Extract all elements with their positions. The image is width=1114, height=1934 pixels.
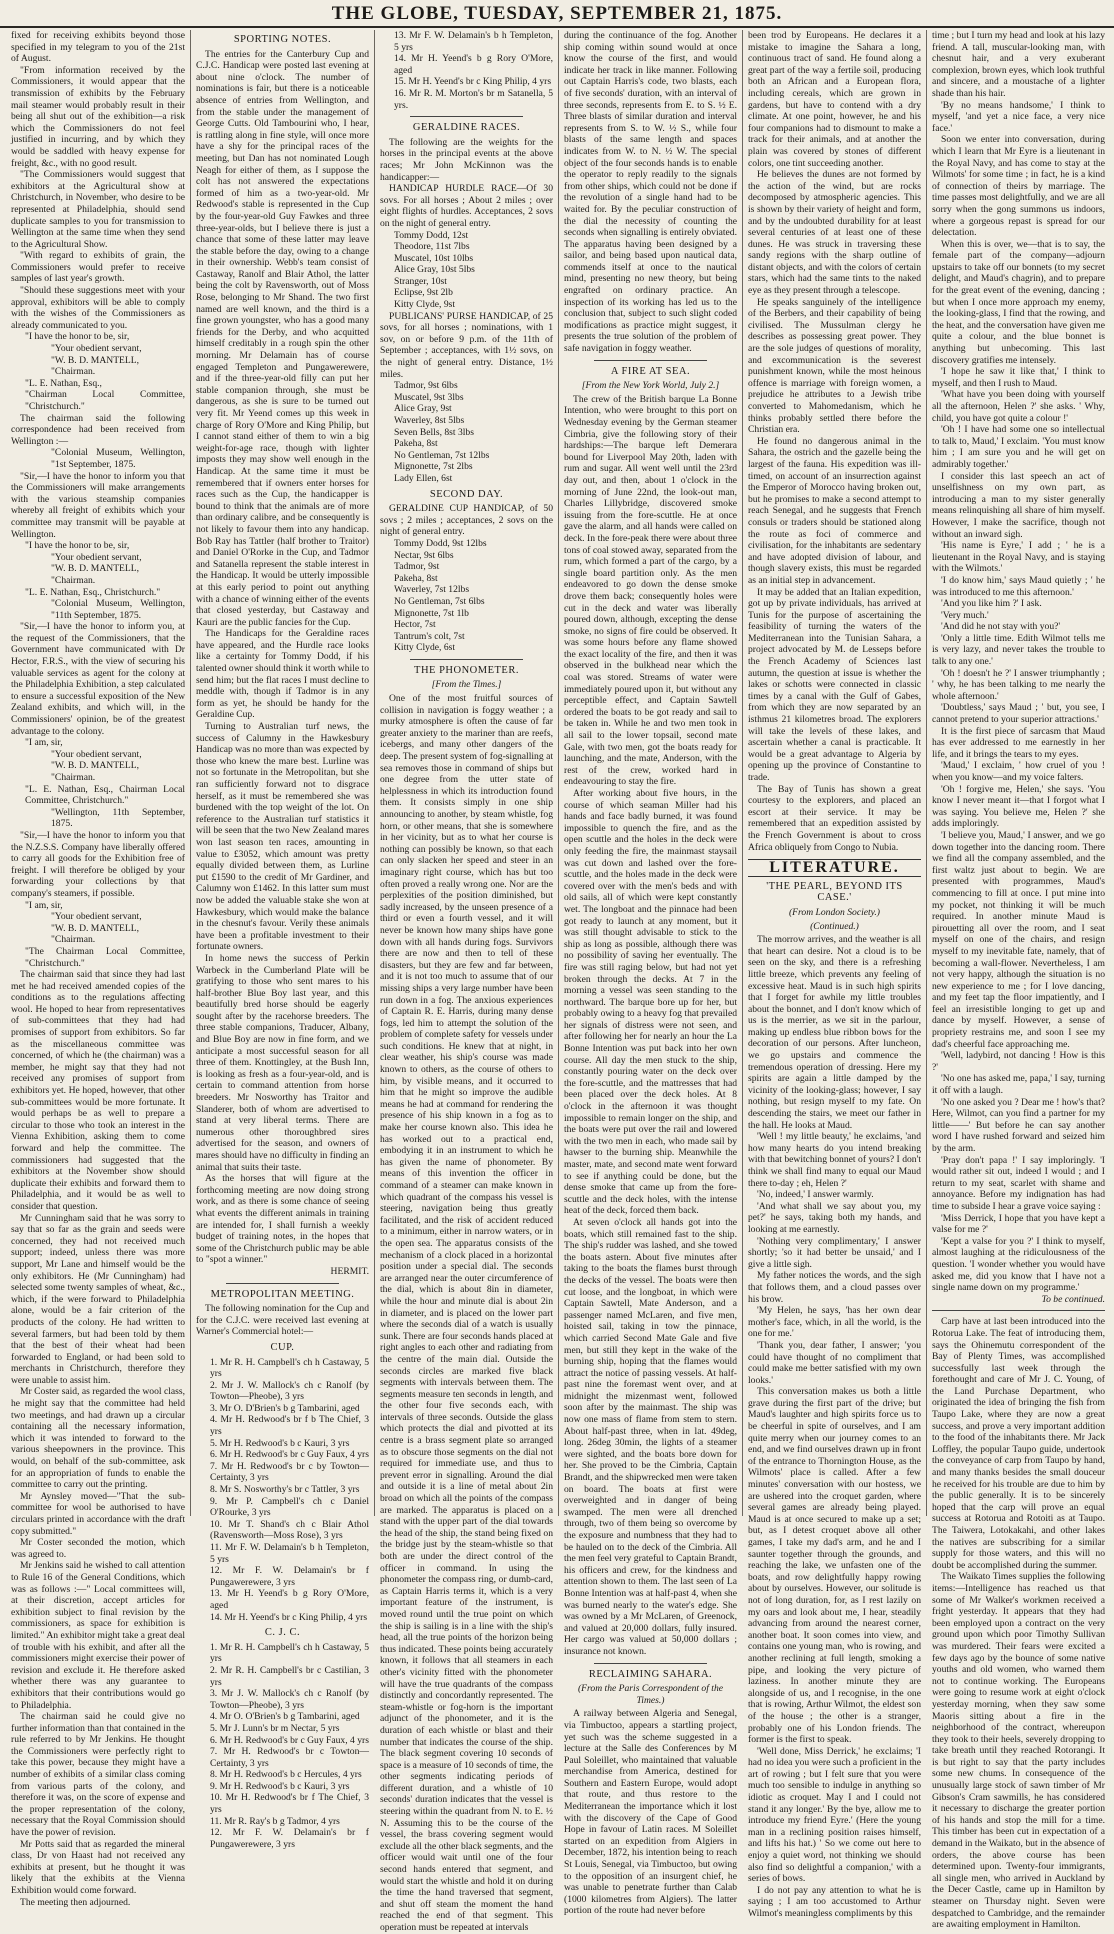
list-item: 14. Mr H. Yeend's b g Rory O'More, aged — [394, 53, 553, 76]
paragraph: The following are the weights for the horses in the principal events at the above races; Mr John McKinnon was the handicapper:— — [380, 136, 553, 183]
column-6 — [926, 30, 1110, 1931]
section-heading-literature: LITERATURE. — [748, 859, 921, 877]
paragraph: 'No one asked you ? Dear me ! how's that? Here, Wilmot, can you find a partner for my little——' But before he can say another word I have rushed forward and seized him by the arm. — [932, 1096, 1105, 1154]
paragraph: Carp have at last been introduced into the Rotorua Lake. The feat of introducing them, says the Ohinemutu correspondent of the Bay of Plenty Times, was accomplished successfully last week through the forethought and care of Mr J. C. Young, of the Land Purchase Department, who originated the idea of bringing the fish from Taupo Lake, where they are now a great success, and prove a very important addition to the food of the inhabitants there. Mr Jack Loffley, the popular Taupo guide, undertook the conveyance of carp from Taupo by hand, and many thanks besides the small douceur he received for his trouble are due to him by the public generally. It is to be sincerely hoped that the carp will prove an equal success at Rotorua and Rotoiti as at Taupo. The Taiwera, Lotokakahi, and other lakes the natives are subscribing for a similar supply for those waters, and this will no doubt be accomplished during the summer. — [932, 1316, 1105, 1571]
list-item: 12. Mr F. W. Delamain's br f Pungawerewere, 3 yrs — [210, 1565, 369, 1588]
list-item: 10. Mr H. Redwood's br f The Chief, 3 yrs — [210, 1792, 369, 1816]
divider — [594, 360, 707, 361]
list-item: 7. Mr H. Redwood's br c Towton—Certainty, 3 yrs — [210, 1746, 369, 1769]
list-item: Mignonette, 7st 2lbs — [394, 461, 473, 473]
column-4 — [558, 30, 742, 1917]
list-item: 9. Mr P. Campbell's ch c Daniel O'Rourke, 3 yrs — [210, 1495, 369, 1519]
list-item: Kitty Clyde, 9st — [394, 299, 456, 311]
paragraph: Mr Potts said that as regarded the mineral class, Dr von Haast had not received any exhibits at present, but he thought it was likely that the exhibits at the Vienna Exhibition would come forward. — [11, 1838, 185, 1896]
divider — [410, 116, 523, 117]
story-title: 'THE PEARL, BEYOND ITS CASE.' — [766, 880, 903, 904]
paragraph: 'By no means handsome,' I think to myself, 'and yet a nice face, a very nice face.' — [932, 99, 1105, 134]
source-line: (From London Society.) — [788, 906, 881, 918]
list-item: Stranger, 10st — [394, 275, 447, 287]
list-item: 11. Mr F. W. Delamain's b h Templeton, 5 yrs — [210, 1542, 369, 1565]
source-line: [From the Times.] — [431, 679, 502, 691]
paragraph: Mr Coster seconded the motion, which was agreed to. — [11, 1537, 185, 1560]
paragraph: "From information received by the Commissioners, it would appear that the transmission of exhibits by the February mail steamer would probably result in their being all shut out of the exhibition—a risk which the Commissioners do not feel justified in incurring, and by which they would be saddled with heavy expense for freight, &c., with no good result. — [11, 64, 185, 169]
list-item: 8. Mr S. Nosworthy's br c Tattler, 3 yrs — [210, 1484, 360, 1496]
list-item: 7. Mr H. Redwood's br c by Towton—Certainty, 3 yrs — [210, 1460, 369, 1484]
signature-line: "Your obedient servant, — [51, 343, 142, 355]
list-item: Eclipse, 9st 2lb — [394, 287, 453, 299]
list-item: Nectar, 9st 6lbs — [394, 549, 454, 561]
section-heading: GERALDINE RACES. — [412, 122, 521, 134]
paragraph: Mr Cunningham said that he was sorry to say that so far as the grain and seeds were concerned, they had not received much support; indeed, unless there was more support, Mr Lane and himself would be the only exhibitors. He (Mr Cunningham) had selected some twenty samples of wheat, &c., which, if the were forward to Philadelphia alone, would be a fair criterion of the products of the colony. He had written to several farmers, but had been told by them that the best of their wheat had been forwarded to England, or had been sold to merchants in Christchurch, therefore they were unable to assist him. — [11, 1212, 185, 1386]
paragraph: 'Miss Derrick, I hope that you have kept a valse for me ?' — [932, 1212, 1105, 1236]
paragraph: The chairman said he could give no further information than that contained in the rule referred to by Mr Jenkins. He thought the Commissioners were perfectly right to take this power, because they might have a number of exhibits of a similar class coming from various parts of the colony, and therefore it was, on the score of expense and the proper representation of the colony, necessary that the Royal Commission should have the power of revision. — [11, 1711, 185, 1839]
list-item: 1. Mr R. H. Campbell's ch h Castaway, 5 yrs — [210, 1641, 369, 1665]
list-item: 2. Mr R. H. Campbell's br c Castilian, 3 yrs — [210, 1664, 369, 1688]
list-item: 6. Mr H. Redwood's br c Guy Faux, 4 yrs — [210, 1734, 369, 1746]
paragraph: 'Maud,' I exclaim, ' how cruel of you ! when you know—and my voice falters. — [932, 760, 1105, 783]
address-line: "Chairman Local Committee, "Christchurch." — [25, 389, 185, 412]
divider — [410, 659, 523, 660]
paragraph: As the horses that will figure at the forthcoming meeting are now doing strong work, and as there is some chance of seeing what events the different animals in training are intended for, I shall furnish a weekly budget of training notes, in the hopes that some of the Christchurch public may be able to "spot a winner." — [196, 1173, 369, 1266]
list-item: Alice Gray, 9st — [394, 403, 452, 415]
paragraph: 'Doubtless,' says Maud ; ' but, you see, I cannot pretend to your superior attractions.' — [932, 702, 1105, 726]
signature-line: "Your obedient servant, — [51, 551, 142, 563]
section-heading: A FIRE AT SEA. — [610, 365, 691, 377]
divider — [226, 1283, 339, 1284]
paragraph: My father notices the words, and the sigh that follows them, and a cloud passes over his brow. — [748, 1270, 921, 1305]
list-item: Pakeha, 8st — [394, 572, 438, 584]
paragraph: The chairman said the following correspondence had been received from Wellington :— — [11, 412, 185, 447]
paragraph: fixed for receiving exhibits beyond those specified in my telegram to you of the 21st of August. — [11, 30, 185, 65]
paragraph: Mr Jenkins said he wished to call attention to Rule 16 of the General Conditions, which was as follows :—" Local committees will, at their discretion, accept articles for exhibition subject to final revision by the commissioners, as space for exhibition is limited." An exhibitor might take a great deal of trouble with his exhibit, and after all the commissioners might exercise their power of revision and exclude it. He therefore asked whether there was any guarantee to exhibitors that their contributions would go to Philadelphia. — [11, 1560, 185, 1711]
source-line: [From the New York World, July 2.] — [581, 380, 720, 392]
list-item: 2. Mr J. W. Mallock's ch c Ranolf (by Towton—Pheobe), 3 yrs — [210, 1379, 369, 1403]
paragraph: 'My Helen, he says, 'has her own dear mother's face, which, in all the world, is the one for me.' — [748, 1305, 921, 1340]
paragraph: 'Pray don't papa !' I say imploringly. 'I would rather sit out, indeed I would ; and I return to my seat, scarlet with shame and annoyance. Before my indignation has had time to subside I hear a grave voice saying : — [932, 1154, 1105, 1212]
signature-line: "Chairman. — [51, 934, 96, 946]
paragraph: He found no dangerous animal in the Sahara, the ostrich and the gazelle being the largest of the fauna. His expedition was ill-timed, on account of an insurrection against the Emperor of Morocco having broken out, but he promises to make a second attempt to reach Senegal, and he suggests that French consuls or traders should be stationed along the route as foci of commerce and civilisation, for the inhabitants are sedentary and have adopted division of labour, and though slavery exists, this must be regarded as an initial step in advancement. — [748, 435, 921, 586]
paragraph: 'Well ! my little beauty,' he exclaims, 'and how many hearts do you intend breaking with that bewitching bonnet of yours? I don't think we shall find many to equal our Maud there to-day ; eh, Helen ?' — [748, 1131, 921, 1189]
list-item: 9. Mr H. Redwood's b c Kauri, 3 yrs — [210, 1780, 350, 1792]
masthead-title: THE GLOBE, TUESDAY, SEPTEMBER 21, 1875. — [331, 3, 783, 24]
list-item: Alice Gray, 10st 5lbs — [394, 264, 475, 276]
list-item: Seven Bells, 8st 3lbs — [394, 426, 474, 438]
list-item: 6. Mr H. Redwood's br c Guy Faux, 4 yrs — [210, 1449, 369, 1461]
paragraph: "Sir,—I have the honor to inform you that the N.Z.S.S. Company have liberally offered to carry all goods for the Exhibition free of freight. I will therefore be obliged by your forwarding your collections by that company's steamers, if possible. — [11, 829, 185, 899]
paragraph: PUBLICANS' PURSE HANDICAP, of 25 sovs, for all horses ; nominations, with 1 sov, on or before 9 p.m. of the 11th of September ; acceptances, with 1½ sovs, on the night of general entry. Distance, 1½ miles. — [380, 310, 553, 380]
divider — [594, 1663, 707, 1664]
paragraph: The chairman said that since they had last met he had received amended copies of the conditions as to the regulations affecting wool. He hoped to hear from representatives of sub-committees that they had had promises of support from exhibitors. So far as the miscellaneous committee was concerned, of which he (the chairman) was a member, he might say that they had not received any promises of support from exhibitors yet. He hoped, however, that other sub-committees would be more fortunate. It would perhaps be as well to prepare a circular to those who took an interest in the Vienna Exhibition, asking them to come forward and help the committee. The commissioners had suggested that the exhibitors at the November show should duplicate their exhibits and forward them to Philadelphia, and it would be as well to consider that question. — [11, 969, 185, 1212]
paragraph: One of the most fruitful sources of collision in navigation is foggy weather ; a murky atmosphere is often the cause of far greater anxiety to the mariner than are reefs, icebergs, and many other dangers of the deep. The present system of fog-signalling at sea removes those in command of ships but one degree from the utter state of helplessness in which its introduction found them. It consists simply in one ship announcing to another, by steam whistle, fog horn, or other means, that she is somewhere in her vicinity, but as to what her course is nothing can possibly be known, so that each can only slacken her speed and steer in an imaginary right course, which has but too often proved a really wrong one. Nor are the perplexities of the position diminished, but sadly increased, by the unseen presence of a third or even a fourth vessel, and it will never be known how many ships have gone down with all hands during fogs. Survivors there are now and then to tell of these disasters, but they are few and far between, and it is not too much to assume that of our missing ships a very large number have been run down in a fog. The anxious experiences of Captain R. E. Harris, during many dense fogs, led him to attempt the solution of the problem of complete safety for vessels under such conditions. He knew that at night, in clear weather, his ship's course was made known to others, as the course of others to him, by visible means, and it occurred to him that he might so improve the audible means he had at command for rendering the presence of his ship known in a fog as to make her course known also. This idea he has worked out to a practical end, embodying it in an instrument to which he has given the name of phonometer. By means of this invention the officer in command of a steamer can make known in which quadrant of the compass his vessel is steering, navigation being thus greatly facilitated, and the risk of accident reduced to a minimum, either in narrow waters, or in the open sea. The apparatus consists of the mechanism of a clock placed in a horizontal position under a special dial. The seconds are arranged near the outer circumference of the dial, which is about 8in in diameter, while the hour and minute dial is about 2in in diameter, and is placed on the lower part where the seconds dial of a watch is usually sunk. There are four seconds hands placed at right angles to each other and radiating from the centre of the main dial. Outside the seconds circles are marked five black segments with intervals between them. The segments measure ten seconds in length, and the other four five seconds each, with intervals of three seconds. Outside the glass which protects the dial and pivotted at its centre is a brass segment plate so arranged as to obscure those segments on the dial not required for immediate use, and thus to prevent error in signalling. Around the dial and outside it is a line of metal about 2in broad on which all the points of the compass are marked. The apparatus is placed on a stand with the upper part of the dial towards the head of the ship, the stand being fixed on the bridge just by the steam-whistle so that both are under the direct control of the officer in command. In using the phonometer the compass ring, or dumb-card, as Captain Harris terms it, which is a very important feature of the instrument, is moved round until the true point on which the ship is sailing is in a line with the ship's head, all the true points of the horizon being thus indicated. These points being accurately known, it follows that all steamers in each other's vicinity fitted with the phonometer will have the true quadrants of the compass distinctly and concordantly represented. The steam-whistle or fog-horn is the important adjunct of the phonometer, and it is the duration of each whistle or blast and their number that indicates the course of the ship. The black segment covering 10 seconds of space is a measure of 10 seconds of time, the other segments indicating periods of different duration, and a whistle of 10 seconds' duration indicates that the vessel is steering within the quadrant from N. to E. ½ N. Assuming this to be the course of the vessel, the brass covering segment would exclude all the other black segments, and the officer would wait until one of the four second hands entered that segment, and would start the whistle and hold it on during the time the hand traversed that segment, and shut off steam the moment the hand reached the end of that segment. This operation must be repeated at intervals — [380, 693, 553, 1933]
list-item: No Gentleman, 7st 12lbs — [394, 449, 490, 461]
list-item: Waverley, 8st 5lbs — [394, 415, 465, 426]
paragraph: 'Well done, Miss Derrick,' he exclaims; 'I had no idea you were such a proficient in the art of rowing ; but I felt sure that you were much too sensible to indulge in anything so idiotic as croquet. May I and I could not stand it any longer.' By the bye, allow me to introduce my friend Eyre.' (Here the young man in a reclining position raises himself, and lifts his hat.) ' So we come out here to enjoy a quiet word, not thinking we should also find so delightful a companion,' with a series of bows. — [748, 1745, 921, 1885]
list-item: 12. Mr F. W. Delamain's br f Pungawerewere, 3 yrs — [210, 1827, 369, 1850]
paragraph: 'And did he not stay with you?' — [941, 621, 1061, 633]
paragraph: I consider this last speech an act of unselfishness on my own part, as introducing a man to my sister generally means relinquishing all share of him myself. However, I make the sacrifice, though not without an inward sigh. — [932, 470, 1105, 540]
paragraph: 'I believe you, Maud,' I answer, and we go down together into the dancing room. There we find all the company assembled, and the first waltz just about to begin. We are presented with programmes, Maud's commencing to fill at once. I put mine into my pocket, not thinking it will be much required. In another minute Maud is pirouetting all over the room, and I seat myself on one of the chairs, and resign myself to my inevitable fate, namely, that of becoming a wall-flower. Nevertheless, I am not very happy, although the situation is no new experience to me ; for I love dancing, and my feet tap the floor impatiently, and I feel an irresistible longing to get up and dance by myself. However, a sense of propriety restrains me, and soon I see my dad's cheerful face approaching me. — [932, 829, 1105, 1050]
list-item: 4. Mr H. Redwood's br f b The Chief, 3 yrs — [210, 1414, 369, 1438]
paragraph: 'His name is Eyre,' I add ; ' he is a lieutenant in the Royal Navy, and is staying with the Wilmots.' — [932, 540, 1105, 575]
paragraph: 'Only a little time. Edith Wilmot tells me is very lazy, and never takes the trouble to talk to any one.' — [932, 632, 1105, 668]
paragraph: 'What have you been doing with yourself all the afternoon, Helen ?' she asks. ' Why, child, you have got quite a colour !' — [932, 389, 1105, 424]
signature-line: "Chairman. — [51, 366, 96, 378]
signature-line: "W. B. D. MANTELL, — [51, 760, 140, 772]
list-item: Kitty Clyde, 6st — [394, 642, 456, 654]
paragraph: The crew of the British barque La Bonne Intention, who were brought to this port on Wednesday evening by the German steamer Cimbria, give the following story of their hardships:—The barque left Demerara bound for Liverpool May 20th, laden with rum and sugar. All went well until the 23rd day out, and then, about 1 o'clock in the morning of June 22nd, the look-out man, Charles Lillybridge, discovered smoke issuing from the fore-scuttle. He at once gave the alarm, and all hands were called on deck. In the fore-peak there were about three tons of coal stowed away, separated from the rum, which formed a part of the cargo, by a single board partition only. As the men endeavored to go down the dense smoke drove them back; consequently holes were cut in the deck and water was liberally poured down, although, excepting the dense smoke, no signs of fire could be observed. It was some hours before any flame showed the exact locality of the fire, and then it was observed in the bulkhead near which the coal was stored. Streams of water were immediately poured upon it, but without any perceptible effect, and Captain Sawtell ordered the boats to be got ready and sail to be taken in. While he and two men took in all sail to the lower topsail, second mate Gale, with two men, got the boats ready for launching, and the mate, Anderson, with the rest of the crew, worked hard in endeavouring to stay the fire. — [564, 393, 737, 788]
signature-line: "Chairman. — [51, 574, 96, 586]
signature-line: "Your obedient servant, — [51, 748, 142, 760]
list-item: Muscatel, 9st 3lbs — [394, 391, 464, 403]
list-item: 8. Mr H. Redwood's b c Hercules, 4 yrs — [210, 1769, 362, 1781]
signature-line: "Chairman. — [51, 772, 96, 783]
paragraph: It is the first piece of sarcasm that Maud has ever addressed to me earnestly in her life, and it brings the tears to my eyes. — [932, 725, 1105, 760]
continued-label: (Continued.) — [810, 920, 859, 932]
list-item: No Gentleman, 7st 6lbs — [394, 595, 485, 607]
list-item: 16. Mr R. M. Morton's br m Satanella, 5 yrs. — [394, 87, 553, 111]
paragraph: "With regard to exhibits of grain, the Commissioners would prefer to receive samples of last year's growth. — [11, 250, 185, 285]
list-item: 13. Mr H. Yeend's b g Rory O'More, aged — [210, 1588, 369, 1611]
paragraph: 'No one has asked me, papa,' I say, turning it off with a laugh. — [932, 1073, 1105, 1097]
list-item: Waverley, 7st 12lbs — [394, 584, 470, 596]
section-heading: RECLAIMING SAHARA. — [588, 1668, 713, 1680]
dateline: "Colonial Museum, Wellington, "11th September, 1875. — [51, 598, 185, 621]
columns — [6, 30, 1110, 1933]
paragraph: A railway between Algeria and Senegal, via Timbuctoo, appears a startling project, yet such was the scheme suggested in a lecture at the Salle des Conferences by M Paul Soleillet, who maintained that valuable merchandise from America, destined for Southern and Eastern Europe, would adopt that route, and thus restore to the Mediterranean the importance which it lost with the discovery of the Cape of Good Hope in favour of Latin races. M Soleillet started on an expedition from Algiers in December, 1872, his intention being to reach St Louis, Senegal, via Timbuctoo, but owing to the opposition of an insurgent chief, he was unable to penetrate further than Calab (1000 kilometres from Algiers). The latter portion of the route had never before — [564, 1708, 737, 1917]
paragraph: He believes the dunes are not formed by the action of the wind, but are rocks decomposed by atmospheric agencies. This is shown by their variety of height and form, and by the undoubted durability for at least several centuries of at least one of these dunes. He was struck in traversing these sandy regions with the sharp outline of distant objects, and with the colors of certain stars, which had the same tints to the naked eye as they present through a telescope. — [748, 169, 921, 297]
paragraph: "Should these suggestions meet with your approval, exhibitors will be able to comply with the wishes of the Commissioners as already communicated to you. — [11, 285, 185, 331]
divider — [932, 1310, 1105, 1311]
author-signature: HERMIT. — [330, 1265, 369, 1277]
paragraph: The following nomination for the Cup and for the C.J.C. were received last evening at Warner's Commercial hotel:— — [196, 1303, 369, 1338]
list-item: 3. Mr J. W. Mallock's ch c Ranolf (by Towton—Pheobe), 3 yrs — [210, 1688, 369, 1711]
paragraph: "The Commissioners would suggest that exhibitors at the Agricultural show at Christchurch, in November, who desire to be represented at Philadelphia, should send duplicate samples to you for transmission to Wellington at the same time when they send to the Agricultural Show. — [11, 169, 185, 250]
address-line: "L. E. Nathan, Esq., Chairman Local Committee, Christchurch." — [25, 783, 185, 807]
signature-line: "W. B. D. MANTELL, — [51, 922, 140, 934]
paragraph: HANDICAP HURDLE RACE—Of 30 sovs. For all horses ; About 2 miles ; over eight flights of hurdles. Acceptances, 2 sovs on the night of general entry. — [380, 183, 553, 229]
column-1 — [6, 30, 190, 1908]
paragraph: It may be added that an Italian expedition, got up by private individuals, has arrived at Tunis for the purpose of ascertaining the feasibility of turning the waters of the Mediterranean into the Tunisian Sahara, a project advocated by M. de Lesseps before the French Academy of Sciences last autumn, the question at issue is whether the lakes or schotts were connected in classic times by a canal with the Gulf of Gabes, from which they are now separated by an isthmus 21 kilometres broad. The explorers will take the levels of these lakes, and ascertain whether a canal is practicable. It would be a great advantage to Algeria by opening up the province of Constantine to trade. — [748, 586, 921, 783]
list-item: 14. Mr H. Yeend's br c King Philip, 4 yrs — [210, 1611, 368, 1623]
list-item: Mignonette, 7st 1lb — [394, 607, 469, 619]
list-item: Tadmor, 9st — [394, 561, 440, 573]
paragraph: 'Kept a valse for you ?' I think to myself, almost laughing at the ridiculousness of the question. 'I wonder whether you would have asked me, did you know that I have not a single name down on my programme.' — [932, 1235, 1105, 1294]
list-item: Hector, 7st — [394, 619, 436, 631]
signature-line: "W. B. D. MANTELL, — [51, 563, 140, 575]
list-item: 5. Mr J. Lunn's br m Nectar, 5 yrs — [210, 1722, 340, 1734]
paragraph: 'And what shall we say about you, my pet?' he says, taking both my hands, and looking at me earnestly. — [748, 1200, 921, 1235]
section-heading: SPORTING NOTES. — [233, 34, 332, 45]
list-item: 10. Mr T. Shand's ch c Blair Athol (Ravensworth—Moss Rose), 3 yrs — [210, 1518, 369, 1542]
column-3 — [374, 30, 558, 1933]
paragraph: "I am, sir, — [25, 899, 63, 911]
paragraph: The entries for the Canterbury Cup and C.J.C. Handicap were posted last evening at about nine o'clock. The number of nominations is fair, but there is a noticeable absence of entries from Wellington, and from the stable under the management of George Cutts. Old Tambourini who, I hear, is rattling along in fine style, will once more have a shy for the principal races of the meeting, but Dan has not nominated Lough Neagh for either of them, as I suppose the colt has not answered the expectations formed of him as a two-year-old. Mr Redwood's stable is represented in the Cup by the four-year-old Guy Fawkes and three three-year-olds, but I believe there is just a chance that some of these latter may leave the stable before the day, owing to a change in their ownership. Webb's team consist of Castaway, Ranolf and Blair Athol, the latter being the colt by Ravensworth, out of Moss Rose, belonging to Mr Shand. The two first named are well known, and the third is a fine grown youngster, who has a good many friends for the Derby, and who acquitted himself creditably in a rough spin the other morning. Mr Delamain has of course engaged Templeton and Pungawerewere, and if the three-year-old filly can put her stable companion through, she must be dangerous, as she is sure to be turned out very fit. Mr Yeend comes up this week in charge of Rory O'More and King Philip, but I cannot stand either of them to win a big weight-for-age race, though with lighter imposts they may show well enough in the Handicap. At the same time it must be remembered that if owners enter horses for races such as the Cup, the handicapper is bound to think that the animals are of more than ordinary calibre, and be consequently is not likely to favour them into any handicap. Bob Ray has Tattler (half brother to Traitor) and Daniel O'Rorke in the Cup, and Tadmor and Satanella represent the stable interest in the Handicap. It would be utterly impossible at this early period to point out anything with a chance of winning either of the events that closed yesterday, but Castaway and Kauri are the public fancies for the Cup. — [196, 48, 369, 628]
column-2 — [190, 30, 374, 1850]
signature-line: "W. B. D. MANTELL, — [51, 354, 140, 366]
paragraph: 'I do know him,' says Maud quietly ; ' he was introduced to me this afternoon.' — [932, 574, 1105, 598]
list-item: Tommy Dodd, 12st — [394, 229, 469, 241]
paragraph: The meeting then adjourned. — [20, 1896, 131, 1908]
paragraph: 'Oh ! forgive me, Helen,' she says. 'You know I never meant it—that I forgot what I was saying. You believe me, Helen ?' she adds imploringly. — [932, 783, 1105, 830]
paragraph: I do not pay any attention to what he is saying ; I am too accustomed to Arthur Wilmot's meaningless compliments by this — [748, 1884, 921, 1919]
paragraph: 'Very much.' — [941, 609, 989, 621]
source-line: (From the Paris Correspondent of the Times.) — [577, 1683, 724, 1706]
paragraph: 'Oh ! doesn't he ?' I answer triumphantly ; ' why, he has been talking to me nearly the whole afternoon.' — [932, 667, 1105, 702]
to-be-continued-label: To be continued. — [1041, 1293, 1105, 1305]
paragraph: After working about five hours, in the course of which seaman Miller had his hands and face badly burned, it was found impossible to quench the fire, and as the open scuttle and the holes in the deck were only feeding the fire, the mainmast staysail was cut down and lashed over the fore-scuttle, and the holes made in the deck were covered over with the men's beds and with old sails, all of which were kept constantly wet. The longboat and the pinnace had been got ready to launch at any moment, but it was still thought advisable to stick to the ship as long as possible, although there was no possibility of saving her eventually. The fire was still raging below, but had not yet broken through the decks. At 7 in the morning a vessel was seen standing to the northward. The barque bore up for her, but probably owing to a heavy fog that prevailed her signals of distress were not seen, and after following her for nearly an hour the La Bonne Intention was put back into her own course. All day the men stuck to the ship, constantly pouring water on the deck over the fore-scuttle, and the mattresses that had been placed over the deck holes. At 8 o'clock in the afternoon it was thought impossible to remain longer on the ship, and the boats were put over the rail and lowered with the two men in each, who made sail by hawser to the burning ship. Meanwhile the master, mate, and second mate went forward to see if anything could be done, but the dense smoke that came up from the fore-scuttle and the deck holes, with the intense heat of the deck, forced them back. — [564, 788, 737, 1217]
signature-line: "Your obedient servant, — [51, 911, 142, 923]
paragraph: He speaks sanguinely of the intelligence of the Berbers, and their capability of being civilised. The Mussulman clergy he describes as possessing great power. They are the sole judges of questions of morality, and excommunication is the severest punishment known, while the most heinous offence is marriage with foreign women, a prejudice he attributes to a Jewish tribe converted to Mahomedanism, which he thinks probably settled there before the Christian era. — [748, 296, 921, 436]
paragraph: The morrow arrives, and the weather is all that heart can desire. Not a cloud is to be seen on the sky, and there is a refreshing little breeze, which prevents any feeling of excessive heat. Maud is in such high spirits that I forget for awhile my little troubles about the bonnet, and I don't know which of us is the merrier, as we sit in the parlour, making up endless blue ribbon bows for the decoration of our persons. After luncheon, we go upstairs and commence the tremendous operation of dressing. Here my spirits are again a little damped by the vicinity of the looking-glass; however, I say nothing, but resign myself to my fate. On descending the stairs, we meet our father in the hall. He looks at Maud. — [748, 934, 921, 1131]
address-line: "L. E. Nathan, Esq., Christchurch." — [25, 586, 161, 598]
list-item: Tadmor, 9st 6lbs — [394, 380, 458, 392]
section-heading: THE PHONOMETER. — [414, 664, 519, 676]
paragraph: "Sir,—I have the honor to inform you, at the request of the Commissioners, that the Government have communicated with Dr Hector, F.R.S., with the view of securing his valuable services as agent for the colony at the Philadelphia Exhibition, a step calculated to ensure a successful exposition of the New Zealand exhibits, and which will, in the Commissioners' opinion, be of the greatest advantage to the colony. — [11, 621, 185, 737]
sub-heading: SECOND DAY. — [429, 488, 504, 500]
list-item: 3. Mr O. D'Brien's b g Tambarini, aged — [210, 1402, 360, 1414]
paragraph: "I have the honor to be, sir, — [25, 331, 130, 343]
paragraph: 'Well, ladybird, not dancing ! How is this ?' — [932, 1050, 1105, 1073]
paragraph: "Sir,—I have the honor to inform you that the Commissioners will make arrangements with the various steamship companies whereby all freight of exhibits which your committee may transmit will be payable at Wellington. — [11, 470, 185, 540]
list-item: Theodore, 11st 7lbs — [394, 241, 470, 253]
address-line: "The Chairman Local Committee, "Christchurch." — [25, 945, 185, 969]
sub-heading: CUP. — [270, 1341, 295, 1353]
dateline: "Colonial Museum, Wellington, "1st September, 1875. — [51, 447, 185, 470]
list-item: 13. Mr F. W. Delamain's b h Templeton, 5 yrs — [394, 30, 553, 53]
paragraph: This conversation makes us both a little grave during the first part of the drive; but Maud's laughter and high spirits force us to be cheerful in spite of ourselves, and I am quite merry when our journey comes to an end, and we find ourselves drawn up in front of the entrance to Thornington House, as the Wilmots' place is called. After a few minutes' conversation with our hostess, we are ushered into the croquet garden, where several games are already being played. Maud is at once secured to make up a set; but, as I detest croquet above all other games, I take my dad's arm, and he and I saunter together through the grounds, and reaching the lake, we unfasten one of the boats, and row delightfully happy rowing about by ourselves. However, our solitude is not of long duration, for, as I rest lazily on my oars and look about me, I hear, steadily advancing from around the nearest corner, another boat. It soon comes into view, and contains one young man, who is rowing, and another reclining at full length, smoking a pipe, and looking the very picture of laziness. In another minute they are alongside of us, and I recognise, in the one that is rowing, Arthur Wilmot, the eldest son of the house ; the other is a stranger, probably one of his London friends. The former is the first to speak. — [748, 1386, 921, 1746]
paragraph: The Waikato Times supplies the following items:—Intelligence has reached us that some of Mr Walker's workmen received a fright yesterday. It appears that they had been employed upon a contract on the very ground upon which poor Timothy Sullivan was murdered. Their fears were excited a few days ago by the bounce of some native youths and old women, who warned them not to continue working. The Europeans were going to resume work at eight o'clock yesterday morning, when they saw some Maoris sitting about a fire in the neighborhood of the contract, whereupon they took to their heels, severely dropping to take breath until they reached Rotorangi. It is but right to say that the party includes some new chums. In consequence of the unusually large stock of sawn timber of Mr Gibson's Cram sawmills, he has considered it necessary to discharge the greater portion of his hands and stop the mill for a time. This timber has been cut in expectation of a demand in the Waikato, but in the absence of orders, the above course has been determined upon. Twenty-four immigrants, all single men, who arrived in Auckland by the Decer Castle, came up in Hamilton by steamer on Thursday night. Seven were despatched to Cambridge, and the remainder are awaiting employment in Hamilton. — [932, 1571, 1105, 1931]
paragraph: The Handicaps for the Geraldine races have appeared, and the Hurdle race looks like a certainty for Tommy Dodd, if his talented owner should think it worth while to send him; but the flat races I must decline to meddle with, though if Tadmor is in any form as yet, he should be handy for the Geraldine Cup. — [196, 628, 369, 721]
paragraph: time ; but I turn my head and look at his lazy friend. A tall, muscular-looking man, with chesnut hair, and a very exuberant complexion, brown eyes, which look truthful and sincere, and a moustache of a lighter shade than his hair. — [932, 30, 1105, 99]
paragraph: 'Nothing very complimentary,' I answer shortly; 'so it had better be unsaid,' and I give a little sigh. — [748, 1235, 921, 1270]
list-item: 15. Mr H. Yeend's br c King Philip, 4 yrs — [394, 76, 552, 88]
paragraph: 'No, indeed,' I answer warmly. — [757, 1189, 874, 1201]
paragraph: In home news the success of Perkin Warbeck in the Cumberland Plate will be gratifying to those who sent mares to his half-brother Blue Boy last year, and this beautifully bred horse should be eagerly sought after by the racehorse breeders. The three stable companions, Traducer, Albany, and Blue Boy are now in fine form, and we anticipate a most successful season for all three of them. Knottingley, at the Bush Inn, is looking as fresh as a four-year-old, and is certain to command attention from horse breeders. Mr Nosworthy has Traitor and Slanderer, both of whom are advertised to stand at very liberal terms. There are numerous other thoroughbred sires advertised for the season, and owners of mares should have no difficulty in finding an animal that suits their taste. — [196, 952, 369, 1173]
address-line: "L. E. Nathan, Esq., — [25, 377, 102, 389]
paragraph: Turning to Australian turf news, the success of Calumny in the Hawkesbury Handicap was no more than was expected by those who knew the mare best. Lurline was not so fortunate in the Metropolitan, but she ran sufficiently forward not to disgrace herself, as it must be remembered she was burdened with the top weight of the lot. On reference to the Australian turf statistics it will be seen that the two New Zealand mares won last season ten races, amounting in value to £3052, which amount was pretty equally divided between them, as Lurline put £1590 to the credit of Mr Gardiner, and Calumny won £1462. In this latter sum must now be added the valuable stake she won at Hawkesbury, which would make the balance in the chesnut's favour. Verily these animals have been a profitable investment to their fortunate owners. — [196, 721, 369, 953]
paragraph: 'I hope he saw it like that,' I think to myself, and then I rush to Maud. — [932, 366, 1105, 389]
list-item: 1. Mr R. H. Campbell's ch h Castaway, 5 yrs — [210, 1356, 369, 1380]
paragraph: Mr Coster said, as regarded the wool class, he might say that the committee had held two meetings, and had drawn up a circular containing all the necessary information, which it was intended to forward to the various sheepowners in the province. This would, on behalf of the sub-committee, ask for an appropriation of funds to enable the committee to carry out the printing. — [11, 1386, 185, 1491]
section-heading: METROPOLITAN MEETING. — [210, 1288, 355, 1300]
paragraph: 'Thank you, dear father, I answer; 'you could have thought of no compliment that could make me better satisfied with my own looks.' — [748, 1339, 921, 1386]
paragraph: GERALDINE CUP HANDICAP, of 50 sovs ; 2 miles ; acceptances, 2 sovs on the night of general entry. — [380, 503, 553, 538]
list-item: Muscatel, 10st 10lbs — [394, 252, 474, 264]
list-item: 4. Mr O. O'Brien's b g Tambarini, aged — [210, 1711, 360, 1723]
list-item: 11. Mr R. Ray's b g Tadmor, 4 yrs — [210, 1815, 340, 1827]
masthead — [0, 0, 1114, 28]
paragraph: been trod by Europeans. He declares it a mistake to imagine the Sahara a long, continuous tract of sand. He found along a great part of the way a fertile soil, producing both an African and a European flora, including cereals, which are grown in gardens, but have to contend with a dry climate. At one point, however, he and his four companions had to dismount to make a track for their animals, and at another the plain was covered by stones of different colors, one tint succeeding another. — [748, 30, 921, 169]
sub-heading: C. J. C. — [264, 1627, 301, 1639]
paragraph: during the continuance of the fog. Another ship coming within sound would at once know the course of the first, and would indicate her track in like manner. Following out Captain Harris's code, two blasts, each of five seconds' duration, with an interval of three seconds, represents from E. to S. ½ E. Three blasts of similar duration and interval represents from S. to W. ½ S., while four blasts of the same length and spaces indicates from W. to N. ½ W. The special object of the four seconds hands is to enable the operator to reply readily to the signals from other ships, which could not be done if the revolution of a single hand had to be waited for. By the peculiar construction of the dial the necessity of counting the seconds when signalling is entirely obviated. The apparatus having been designed by a sailor, and being based upon nautical data, commends itself at once to the nautical mind, presenting no new theory, but being engrafted on ordinary practice. An inspection of its working has led us to the conclusion that, subject to such slight coded modifications as practice might suggest, it presents the true solution of the problem of safe navigation in foggy weather. — [564, 30, 737, 355]
paragraph: When this is over, we—that is to say, the female part of the company—adjourn upstairs to take off our bonnets (to my secret delight, and Maud's chagrin), and to prepare for the great event of the evening, dancing ; but when I once more approach my enemy, the looking-glass, I find that the rowing, and the heat, and the conversation have given me quite a colour, and the blue bonnet is anything but unbecoming. This last discovery gratifies me intensely. — [932, 238, 1105, 366]
paragraph: At seven o'clock all hands got into the boats, which still remained fast to the ship. The ship's rudder was lashed, and she towed the boats astern. About five minutes after taking to the boats the flames burst through the decks of the vessel. The boats were then cut loose, and the longboat, in which were Captain Sawtell, Mate Anderson, and a passenger named McLaren, and five men, hoisted sail, taking in tow the pinnace, which carried Second Mate Gale and five men, but still they kept in the wake of the burning ship, hoping that the flames would attract the notice of passing vessels. At half-past nine the foremast went over, and at midnight the mizenmast went, followed soon after by the mainmast. The ship was now one mass of flame from stem to stern. About half-past three, when in lat. 49deg, long. 26deg 30min, the lights of a steamer were sighted, and the boats bore down for her. She proved to be the Cimbria, Captain Brandt, and the shipwrecked men were taken on board. The boats at first were overweighted and in danger of being swamped. The men were all drenched through, two of them being so overcome by the exposure and numbness that they had to be hauled on to the deck of the Cimbria. All the men feel very grateful to Captain Brandt, his officers and crew, for the kindness and attention shown to them. The last seen of La Bonne Intention was at half-past 4, when she was burned nearly to the water's edge. She was owned by a Mr McLaren, of Greenock, and valued at 20,000 dollars, fully insured. Her cargo was valued at 50,000 dollars ; insurance not known. — [564, 1216, 737, 1657]
list-item: Pakeha, 8st — [394, 438, 438, 450]
list-item: Lady Ellen, 6st — [394, 472, 453, 484]
paragraph: 'And you like him ?' I ask. — [941, 598, 1042, 610]
paragraph: "I am, sir, — [25, 737, 63, 749]
column-5 — [742, 30, 926, 1919]
paragraph: 'Oh ! I have had some one so intellectual to talk to, Maud,' I exclaim. 'You must know him ; I am sure you and he will get on admirably together.' — [932, 424, 1105, 470]
list-item: Tommy Dodd, 9st 12lbs — [394, 537, 487, 549]
list-item: Tantrum's colt, 7st — [394, 630, 465, 642]
list-item: 5. Mr H. Redwood's b c Kauri, 3 yrs — [210, 1437, 350, 1449]
dateline: "Wellington, 11th September, 1875. — [51, 806, 185, 830]
paragraph: "I have the honor to be, sir, — [25, 540, 130, 552]
paragraph: The Bay of Tunis has shown a great courtesy to the explorers, and placed an escort at their service. It may be remembered that an expedition assisted by the French Government is about to cross Africa obliquely from Congo to Nubia. — [748, 783, 921, 853]
paragraph: Soon we enter into conversation, during which I learn that Mr Eyre is a lieutenant in the Royal Navy, and has come to stay at the Wilmots' for some time ; in fact, he is a kind of connection of theirs by marriage. The time passes most delightfully, and we are all sorry when the gong summons us indoors, where a gorgeous repast is spread for our delectation. — [932, 134, 1105, 239]
paragraph: Mr Aynsley moved—"That the sub-committee for wool be authorised to have circulars printed in accordance with the draft copy submitted." — [11, 1490, 185, 1537]
